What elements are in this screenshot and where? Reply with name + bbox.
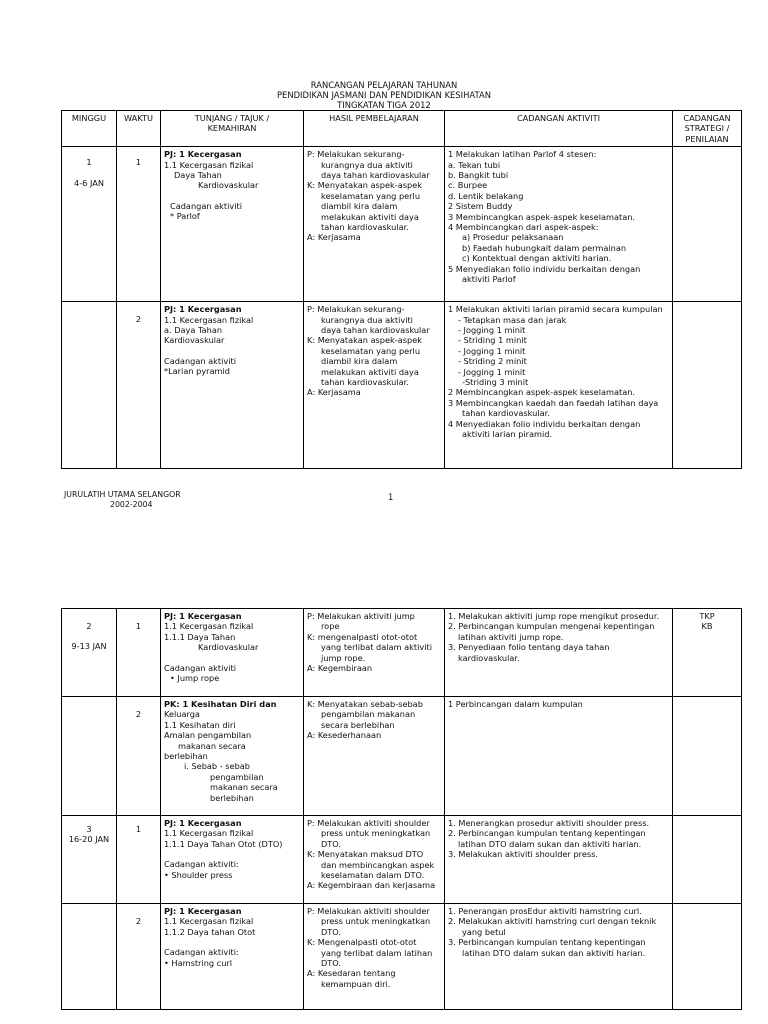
col-header-strategi: CADANGAN STRATEGI / PENILAIAN: [673, 111, 742, 147]
footer-years: 2002-2004: [110, 500, 153, 509]
tunjang-cell: PK: 1 Kesihatan Diri dan Keluarga 1.1 Kesihatan diri Amalan pengambilan makanan secara berlebihan i. Sebab - sebab pengambilan makanan secara berlebihan: [161, 697, 304, 816]
aktiviti-cell: 1 Melakukan aktiviti larian piramid secara kumpulan - Tetapkan masa dan jarak - Jogging 1 minit - Striding 1 minit - Jogging 1 minit - Striding 2 minit - Jogging 1 minit -Striding 3 minit 2 Membincangkan aspek-aspek keselamatan. 3 Membincangkan kaedah dan faedah latihan daya tahan kardiovaskular. 4 Menyediakan folio individu berkaitan dengan aktiviti larian piramid.: [445, 302, 673, 469]
minggu-cell: [62, 904, 117, 1010]
table-row: [62, 697, 742, 816]
waktu-cell: 2: [117, 697, 161, 816]
col-header-minggu: MINGGU: [62, 111, 117, 147]
tunjang-cell: PJ: 1 Kecergasan 1.1 Kecergasan fizikal 1.1.1 Daya Tahan Otot (DTO) Cadangan aktiviti: • Shoulder press: [161, 816, 304, 904]
minggu-cell: [62, 697, 117, 816]
waktu-cell: 1: [117, 147, 161, 302]
aktiviti-cell: 1. Melakukan aktiviti jump rope mengikut prosedur. 2. Perbincangan kumpulan mengenai kepentingan latihan aktiviti jump rope. 3. Penyediaan folio tentang daya tahan kardiovaskular.: [445, 609, 673, 697]
waktu-cell: 1: [117, 609, 161, 697]
tunjang-cell: PJ: 1 Kecergasan 1.1 Kecergasan fizikal 1.1.2 Daya tahan Otot Cadangan aktiviti: • Hamstring curl: [161, 904, 304, 1010]
strategi-cell: [673, 816, 742, 904]
hasil-cell: P: Melakukan aktiviti shoulder press untuk meningkatkan DTO. K: Menyatakan maksud DTO dan membincangkan aspek keselamatan dalam DTO. A: Kegembiraan dan kerjasama: [304, 816, 445, 904]
aktiviti-cell: 1. Menerangkan prosedur aktiviti shoulder press. 2. Perbincangan kumpulan tentang kepentingan latihan DTO dalam sukan dan aktiviti harian. 3. Melakukan aktiviti shoulder press.: [445, 816, 673, 904]
minggu-cell: 3 16-20 JAN: [62, 816, 117, 904]
hasil-cell: P: Melakukan sekurang- kurangnya dua aktiviti daya tahan kardiovaskular K: Menyatakan aspek-aspek keselamatan yang perlu diambil kira dalam melakukan aktiviti daya tahan kardiovaskular. A: Kerjasama: [304, 302, 445, 469]
table-row: [62, 816, 742, 904]
table-row: [62, 904, 742, 1010]
waktu-cell: 1: [117, 816, 161, 904]
strategi-cell: TKP KB: [673, 609, 742, 697]
waktu-cell: 2: [117, 302, 161, 469]
page-number: 1: [388, 492, 394, 502]
page-footer: [64, 490, 181, 510]
col-header-aktiviti: CADANGAN AKTIVITI: [445, 111, 673, 147]
table-row: [62, 147, 742, 302]
aktiviti-cell: 1. Penerangan prosEdur aktiviti hamstring curl. 2. Melakukan aktiviti hamstring curl dengan teknik yang betul 3. Perbincangan kumpulan tentang kepentingan latihan DTO dalam sukan dan aktiviti harian.: [445, 904, 673, 1010]
header-line-3: TINGKATAN TIGA 2012: [337, 100, 431, 110]
strategi-cell: [673, 697, 742, 816]
lesson-plan-table-page-1: [61, 110, 742, 469]
table-row: [62, 302, 742, 469]
tunjang-cell: PJ: 1 Kecergasan 1.1 Kecergasan fizikal a. Daya Tahan Kardiovaskular Cadangan aktiviti *Larian pyramid: [161, 302, 304, 469]
strategi-cell: [673, 302, 742, 469]
footer-org: JURULATIH UTAMA SELANGOR: [64, 490, 181, 499]
strategi-cell: [673, 904, 742, 1010]
hasil-cell: K: Menyatakan sebab-sebab pengambilan makanan secara berlebihan A: Kesederhanaan: [304, 697, 445, 816]
minggu-cell: [62, 302, 117, 469]
table-header-row: [62, 111, 742, 147]
header-line-1: RANCANGAN PELAJARAN TAHUNAN: [310, 80, 458, 90]
tunjang-cell: PJ: 1 Kecergasan 1.1 Kecergasan fizikal Daya Tahan Kardiovaskular Cadangan aktiviti * Parlof: [161, 147, 304, 302]
col-header-hasil: HASIL PEMBELAJARAN: [304, 111, 445, 147]
hasil-cell: P: Melakukan aktiviti jump rope K: mengenalpasti otot-otot yang terlibat dalam aktiviti jump rope. A: Kegembiraan: [304, 609, 445, 697]
waktu-cell: 2: [117, 904, 161, 1010]
table-row: [62, 609, 742, 697]
aktiviti-cell: 1 Melakukan latihan Parlof 4 stesen: a. Tekan tubi b. Bangkit tubi c. Burpee d. Lentik belakang 2 Sistem Buddy 3 Membincangkan aspek-aspek keselamatan. 4 Membincangkan dari aspek-aspek: a) Prosedur pelaksanaan b) Faedah hubungkait dalam permainan c) Kontektual dengan aktiviti harian. 5 Menyediakan folio individu berkaitan dengan aktiviti Parlof: [445, 147, 673, 302]
minggu-cell: 2 9-13 JAN: [62, 609, 117, 697]
hasil-cell: P: Melakukan sekurang- kurangnya dua aktiviti daya tahan kardiovaskular K: Menyatakan aspek-aspek keselamatan yang perlu diambil kira dalam melakukan aktiviti daya tahan kardiovaskular. A: Kerjasama: [304, 147, 445, 302]
col-header-waktu: WAKTU: [117, 111, 161, 147]
minggu-cell: 1 4-6 JAN: [62, 147, 117, 302]
lesson-plan-table-page-2: [61, 608, 742, 1010]
header-line-2: PENDIDIKAN JASMANI DAN PENDIDIKAN KESIHATAN: [277, 90, 491, 100]
aktiviti-cell: 1 Perbincangan dalam kumpulan: [445, 697, 673, 816]
document-header: [0, 80, 768, 110]
tunjang-cell: PJ: 1 Kecergasan 1.1 Kecergasan fizikal 1.1.1 Daya Tahan Kardiovaskular Cadangan aktiviti • Jump rope: [161, 609, 304, 697]
col-header-tunjang: TUNJANG / TAJUK / KEMAHIRAN: [161, 111, 304, 147]
hasil-cell: P: Melakukan aktiviti shoulder press untuk meningkatkan DTO. K: Mengenalpasti otot-otot yang terlibat dalam latihan DTO. A: Kesedaran tentang kemampuan diri.: [304, 904, 445, 1010]
strategi-cell: [673, 147, 742, 302]
